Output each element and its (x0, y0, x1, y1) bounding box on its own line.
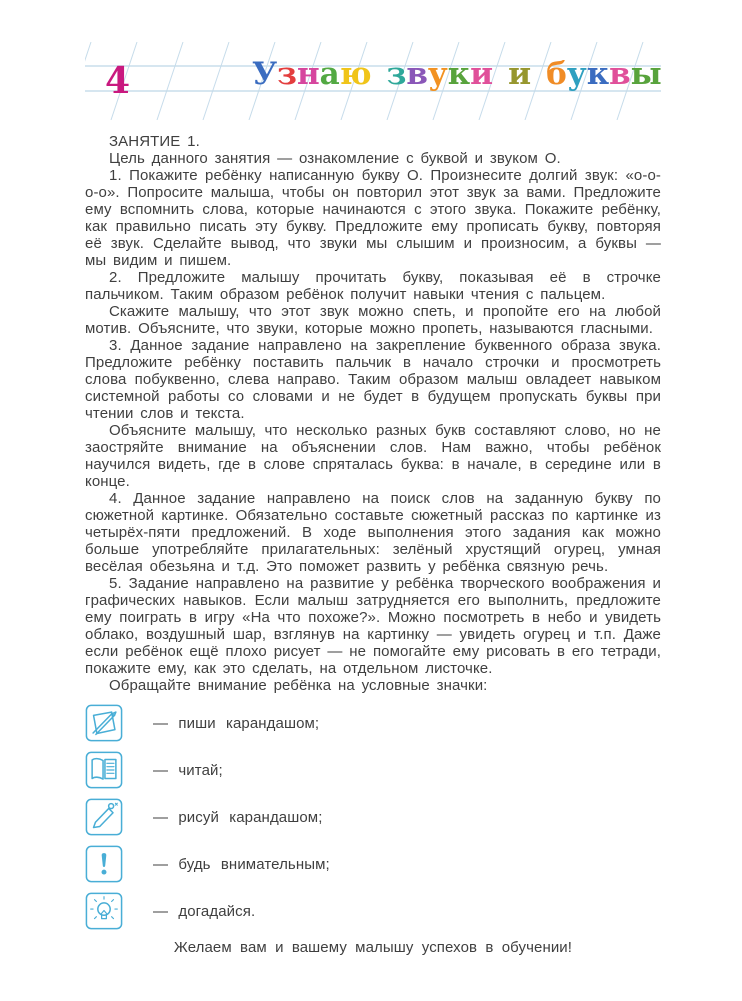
title-word: буквы (546, 56, 662, 92)
exclamation-icon (85, 845, 123, 883)
open-book-icon (85, 751, 123, 789)
legend-item (85, 892, 661, 930)
lesson-heading: ЗАНЯТИЕ 1. (109, 133, 200, 150)
paragraph: 2. Предложите малышу прочитать букву, показывая её в строчке пальчиком. Таким образом ребёнок получит навыки чтения с пальцем. (85, 269, 661, 303)
symbols-legend (85, 704, 661, 930)
legend-item (85, 751, 661, 789)
paragraph: 4. Данное задание направлено на поиск слов на заданную букву по сюжетной картинке. Обязательно составьте сюжетный рассказ по картинке из четырёх-пяти предложений. В ходе выполнения этого задания как можно больше употребляйте прилагательных: зелёный хрустящий огурец, умная весёлая обезьяна и т.д. Это поможет развить у ребёнка связную речь. (85, 490, 661, 575)
lesson-text (85, 133, 661, 694)
draw-pencil-icon (85, 798, 123, 836)
page-number: 4 (105, 60, 131, 102)
legend-item (85, 798, 661, 836)
paragraph: 1. Покажите ребёнку написанную букву О. Произнесите долгий звук: «о-о-о-о». Попросите малыша, чтобы он повторил этот звук за вами. Предложите ему вспомнить слова, которые начинаются с этого звука. Покажите ребёнку, как правильно писать эту букву. Предложите ему прописать букву, повторяя её звук. Сделайте вывод, что звуки мы слышим и произносим, а буквы — мы видим и пишем. (85, 167, 661, 269)
title-word: звуки (386, 56, 494, 92)
legend-item (85, 704, 661, 742)
title-word: Узнаю (252, 56, 372, 92)
title-word: и (508, 56, 532, 92)
paragraph: 3. Данное задание направлено на закрепление буквенного образа звука. Предложите ребёнку поставить пальчик в начало строчки и просмотреть слова побуквенно, слева направо. Таким образом малыш овладеет навыком системной работы со словами и не будет в будущем пропускать буквы при чтении слов и текста. (85, 337, 661, 422)
legend-label: — пиши карандашом; (153, 714, 320, 732)
paragraph: Объясните малышу, что несколько разных букв составляют слово, но не заостряйте внимание на объяснении слов. Нам важно, чтобы ребёнок научился видеть, где в слове спряталась буква: в начале, в середине или в конце. (85, 422, 661, 490)
legend-label: — догадайся. (153, 902, 256, 920)
legend-label: — будь внимательным; (153, 855, 330, 873)
legend-label: — читай; (153, 761, 223, 779)
paragraph: Скажите малышу, что этот звук можно спеть, и пропойте его на любой мотив. Объясните, что звуки, которые можно пропеть, называются гласными. (85, 303, 661, 337)
light-bulb-icon (85, 892, 123, 930)
page-title (252, 56, 662, 92)
legend-item (85, 845, 661, 883)
page-header (85, 42, 661, 120)
page-content (85, 0, 661, 956)
paragraph: 5. Задание направлено на развитие у ребёнка творческого воображения и графических навыков. Если малыш затрудняется его выполнить, предложите ему поиграть в игру «На что похоже?». Можно посмотреть в небо и увидеть облако, воздушный шар, взглянув на картинку — увидеть огурец и т.п. Даже если ребёнок ещё плохо рисует — не помогайте ему рисовать в его тетради, покажите ему, как это сделать, на отдельном листочке. (85, 575, 661, 677)
write-pencil-icon (85, 704, 123, 742)
legend-label: — рисуй карандашом; (153, 808, 323, 826)
legend-intro: Обращайте внимание ребёнка на условные значки: (109, 677, 488, 694)
footer-wish: Желаем вам и вашему малышу успехов в обучении! (173, 939, 573, 956)
paragraph: Цель данного занятия — ознакомление с буквой и звуком О. (109, 150, 561, 167)
